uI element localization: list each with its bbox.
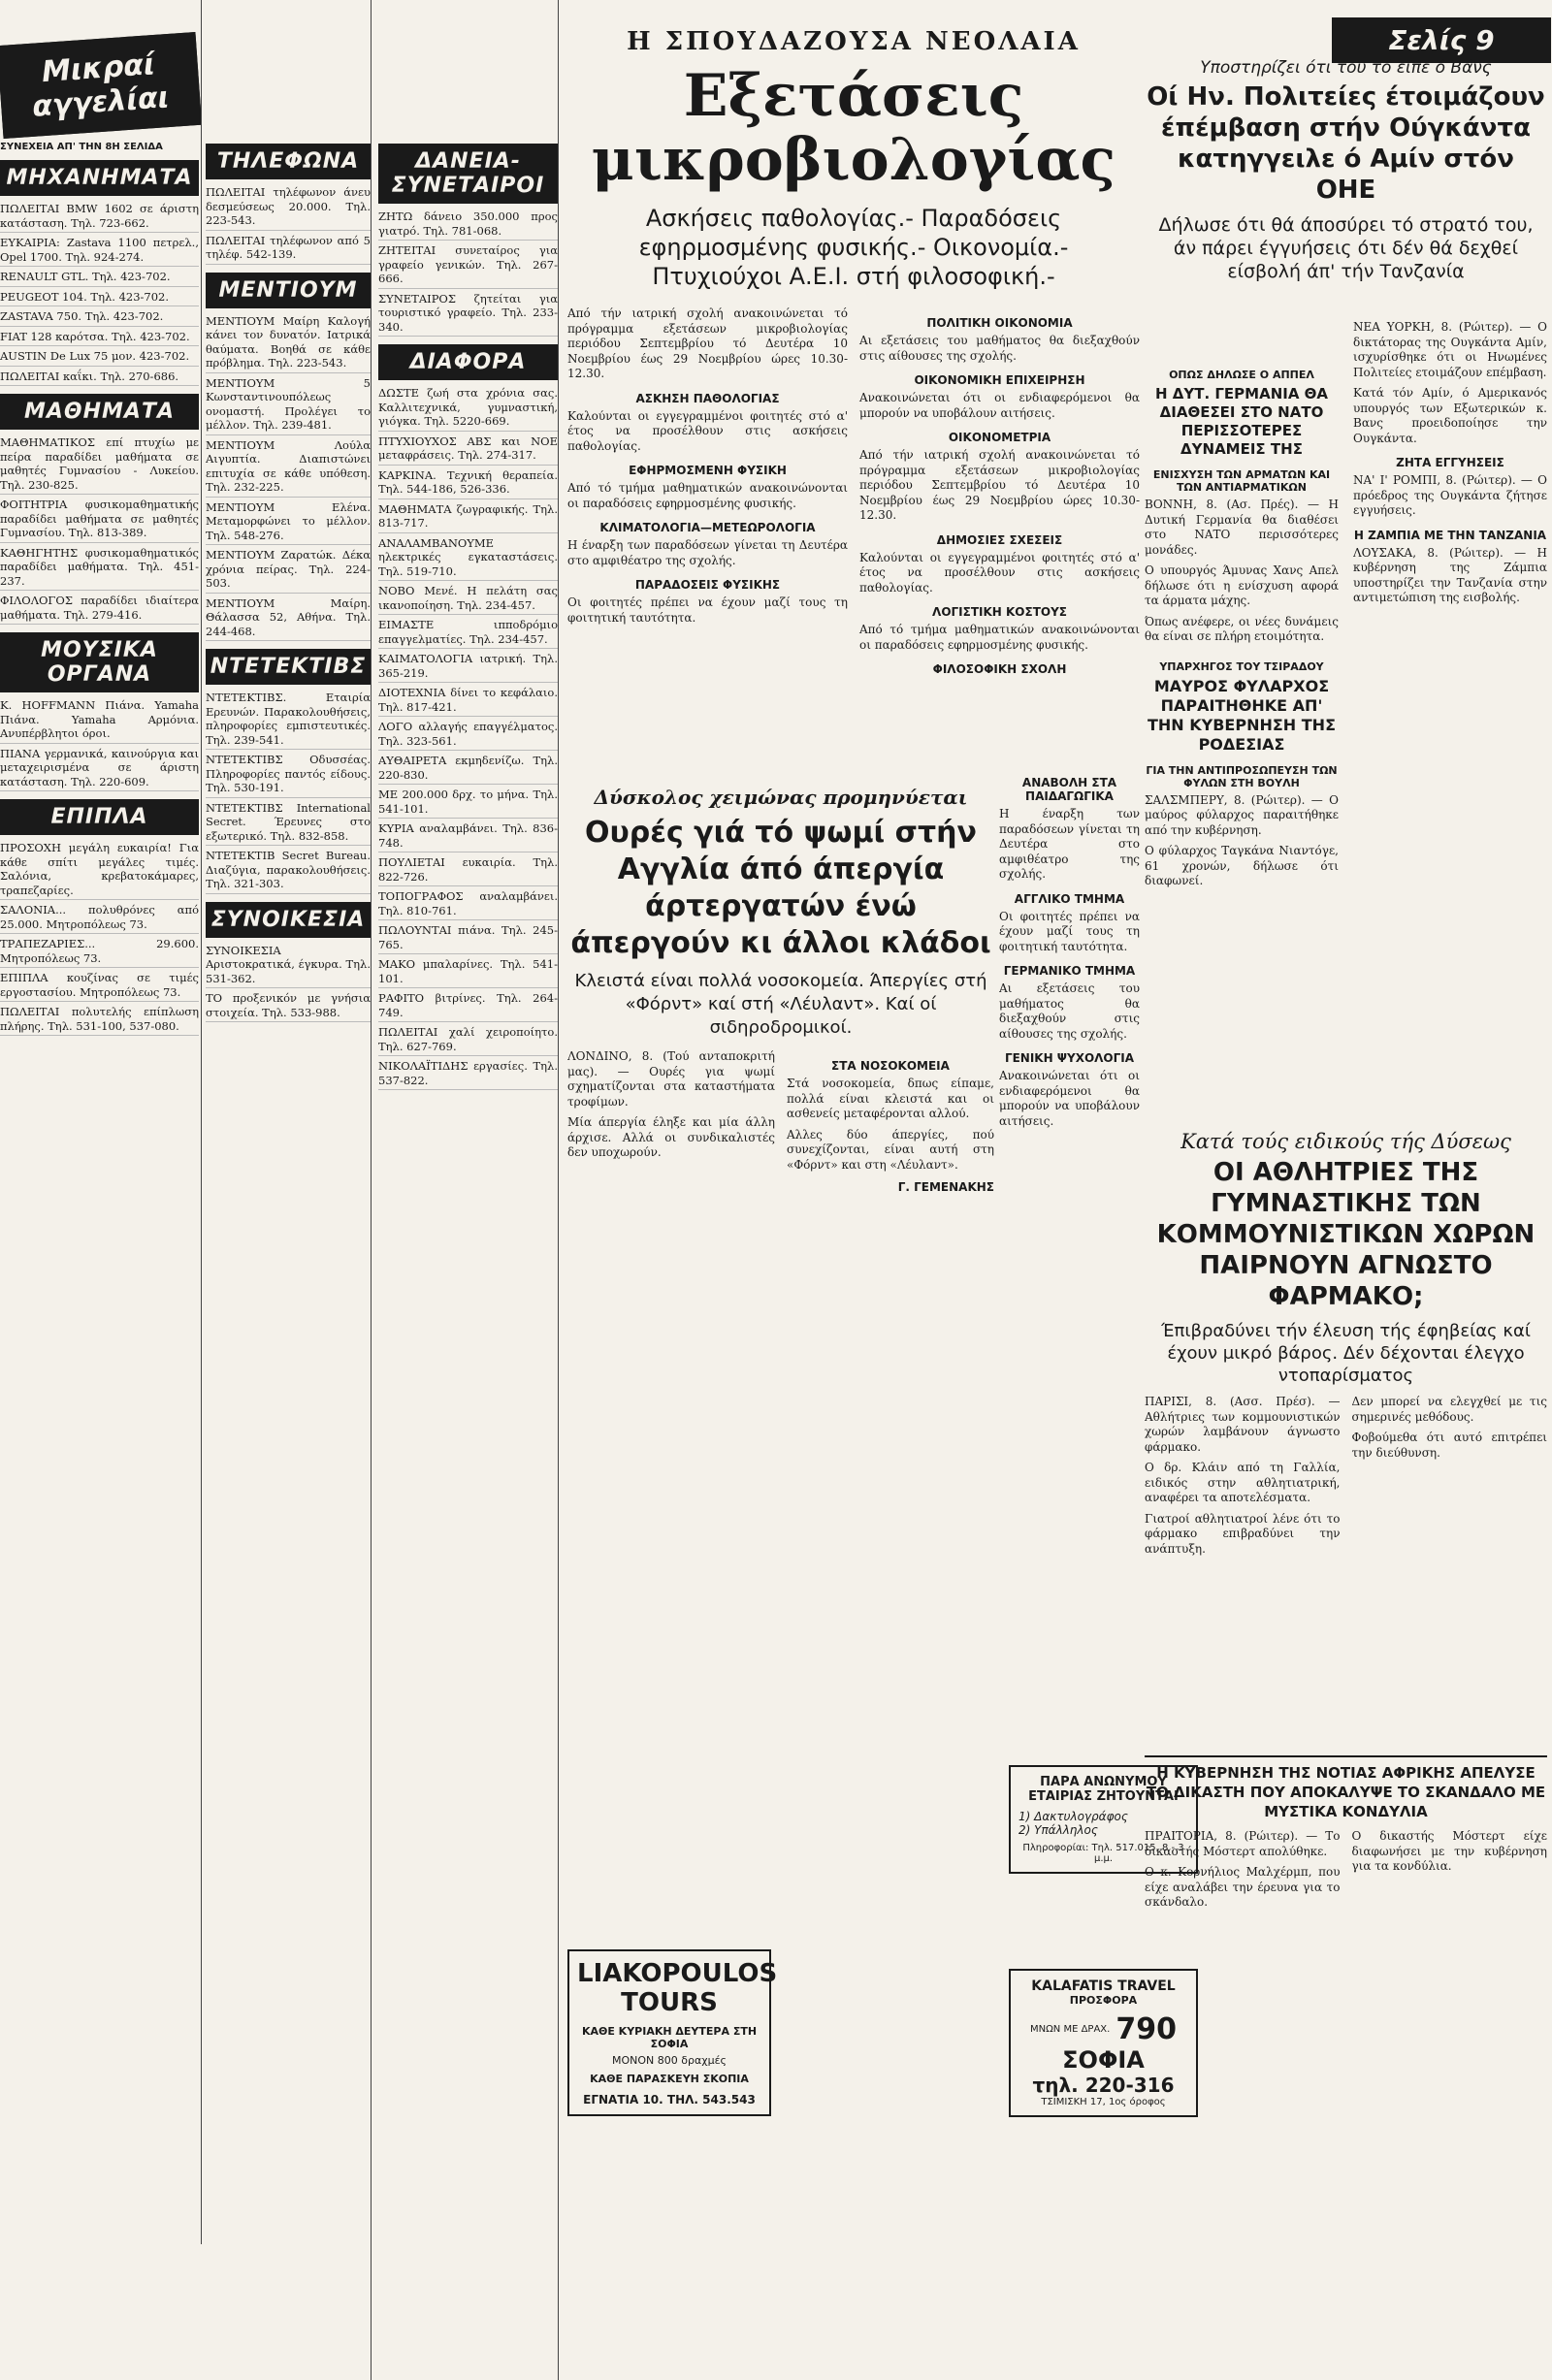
exams-para-2: Καλούνται οι εγγεγραμμένοι φοιτητές στό α' έτος να προσέλθουν στις ασκήσεις παθολογίας.	[567, 408, 848, 453]
liakopoulos-line3: ΚΑΘΕ ΠΑΡΑΣΚΕΥΗ ΣΚΟΠΙΑ	[590, 2073, 749, 2085]
un-subhead-2: Η ΖΑΜΠΙΑ ΜΕ ΤΗΝ ΤΑΝΖΑΝΙΑ	[1353, 528, 1547, 542]
classified-ad: AUSTIN De Lux 75 μον. 423-702.	[0, 349, 199, 367]
exams-para-7: Ανακοινώνεται ότι οι ενδιαφερόμενοι θα μπορούν να υποβάλουν αιτήσεις.	[859, 391, 1140, 420]
strike-col-b	[787, 1049, 994, 1194]
classified-ad: RENAULT GTL. Τηλ. 423-702.	[0, 270, 199, 287]
exams-right-para-1: Η έναρξη των παραδόσεων γίνεται τη Δευτέρα στο αμφιθέατρο της σχολής.	[999, 807, 1140, 881]
classified-ad: ΚΑΙΜΑΤΟΛΟΓΙΑ ιατρική. Τηλ. 365-219.	[378, 652, 558, 683]
classified-ad: ΝΤΕΤΕΚΤΙΒΣ Οδυσσέας. Πληροφορίες παντός είδους. Τηλ. 530-191.	[206, 753, 371, 798]
exams-subhead-1: ΑΣΚΗΣΗ ΠΑΘΟΛΟΓΙΑΣ	[635, 391, 780, 405]
classified-ad: ΝΤΕΤΕΚΤΙΒ Secret Bureau. Διαζύγια, παρακολουθήσεις. Τηλ. 321-303.	[206, 849, 371, 894]
exams-right-para-4: Ανακοινώνεται ότι οι ενδιαφερόμενοι θα μπορούν να υποβάλουν αιτήσεις.	[999, 1069, 1140, 1128]
un-subhead: ΖΗΤΑ ΕΓΓΥΗΣΕΙΣ	[1396, 456, 1504, 469]
strike-subhead: ΣΤΑ ΝΟΣΟΚΟΜΕΙΑ	[831, 1059, 950, 1073]
classified-ad: ΜΑΘΗΜΑΤΑ ζωγραφικής. Τηλ. 813-717.	[378, 502, 558, 533]
classified-ad: ΕΠΙΠΛΑ κουζίνας σε τιμές εργοστασίου. Μητροπόλεως 73.	[0, 971, 199, 1002]
exams-right-para-3: Αι εξετάσεις του μαθήματος θα διεξαχθούν στις αίθουσες της σχολής.	[999, 981, 1140, 1041]
classified-ad: ΠΡΟΣΟΧΗ μεγάλη ευκαιρία! Για κάθε σπίτι μεγάλες τιμές. Σαλόνια, κρεβατοκάμαρες, τραπεζαρίες.	[0, 841, 199, 900]
exams-right-subhead-4: ΓΕΝΙΚΗ ΨΥΧΟΛΟΓΙΑ	[1004, 1051, 1135, 1065]
classified-ad: ΣΥΝΕΤΑΙΡΟΣ ζητείται για τουριστικό γραφείο. Τηλ. 233-340.	[378, 292, 558, 338]
exams-subhead-3: ΚΛΙΜΑΤΟΛΟΓΙΑ—ΜΕΤΕΩΡΟΛΟΓΙΑ	[599, 521, 816, 534]
classified-ad: ΚΥΡΙΑ αναλαμβάνει. Τηλ. 836-748.	[378, 821, 558, 852]
exams-subhead-5: ΠΟΛΙΤΙΚΗ ΟΙΚΟΝΟΜΙΑ	[926, 316, 1073, 330]
un-para-1: ΝΕΑ ΥΟΡΚΗ, 8. (Ρώιτερ). — Ο δικτάτορας της Ουγκάντα Αμίν, ισχυρίσθηκε ότι οι Ηνωμένες Πολιτείες ετοιμάζουν επέμβαση.	[1353, 320, 1547, 379]
classified-ad: ΑΝΑΛΑΜΒΑΝΟΥΜΕ ηλεκτρικές εγκαταστάσεις. Τηλ. 519-710.	[378, 536, 558, 582]
gym-columns	[1145, 1395, 1547, 1562]
section-heading: ΜΑΘΗΜΑΤΑ	[0, 394, 199, 430]
exams-para-10: Από τό τμήμα μαθηματικών ανακοινώνονται οι παραδόσεις εφηρμοσμένης φυσικής.	[859, 623, 1140, 652]
classified-ad: ΖΗΤΕΙΤΑΙ συνεταίρος για γραφείο γενικών. Τηλ. 267-666.	[378, 243, 558, 289]
classified-ad: ΠΩΛΟΥΝΤΑΙ πιάνα. Τηλ. 245-765.	[378, 923, 558, 954]
classified-ad: ΜΕΝΤΙΟΥΜ 5 Κωνσταντινουπόλεως ονομαστή. Προλέγει το μέλλον. Τηλ. 239-481.	[206, 376, 371, 435]
continued-note: ΣΥΝΕΧΕΙΑ ΑΠ' ΤΗΝ 8Η ΣΕΛΙΔΑ	[0, 142, 163, 152]
liakopoulos-line1: ΚΑΘΕ ΚΥΡΙΑΚΗ ΔΕΥΤΕΡΑ ΣΤΗ ΣΟΦΙΑ	[581, 2025, 758, 2050]
classifieds-column-2	[206, 0, 372, 2380]
section-heading: ΔΙΑΦΟΡΑ	[378, 344, 558, 380]
un-headline: Οί Ην. Πολιτείες έτοιμάζουν έπέμβαση στήν Ούγκάντα κατηγγειλε ό Αμίν στόν ΟΗΕ	[1147, 82, 1545, 205]
classified-ad: ΜΕΝΤΙΟΥΜ Λούλα Αιγυπτία. Διαπιστώνει επιτυχία σε κάθε υπόθεση. Τηλ. 232-225.	[206, 438, 371, 498]
classified-ad: ZASTAVA 750. Τηλ. 423-702.	[0, 309, 199, 327]
nato-top: ΟΠΩΣ ΔΗΛΩΣΕ Ο ΑΠΠΕΛ	[1169, 369, 1314, 381]
classified-ad: ΤΡΑΠΕΖΑΡΙΕΣ... 29.600. Μητροπόλεως 73.	[0, 937, 199, 968]
kalafatis-dest: ΣΟΦΙΑ	[1062, 2046, 1145, 2074]
strike-columns	[567, 1049, 994, 1194]
classifieds-list-2	[206, 144, 371, 1022]
strike-article	[567, 786, 994, 2240]
exams-headline: Εξετάσεις μικροβιολογίας	[591, 62, 1116, 194]
classified-ad: ΠΩΛΕΙΤΑΙ χαλί χειροποίητο. Τηλ. 627-769.	[378, 1025, 558, 1056]
exams-col-b	[859, 306, 1140, 680]
classifieds-list-1	[0, 160, 199, 1036]
gym-para-1: ΠΑΡΙΣΙ, 8. (Ασσ. Πρέσ). — Αθλήτριες των κομμουνιστικών χωρών λαμβάνουν άγνωστο φάρμακο.	[1145, 1395, 1341, 1454]
classified-ad: ΝΤΕΤΕΚΤΙΒΣ Ιnternational Secret. Έρευνες στο εξωτερικό. Τηλ. 832-858.	[206, 801, 371, 847]
classified-ad: ΝΤΕΤΕΚΤΙΒΣ. Εταιρία Ερευνών. Παρακολουθήσεις, πληροφορίες εμπιστευτικές. Τηλ. 239-541.	[206, 691, 371, 750]
kalafatis-subtitle: ΠΡΟΣΦΟΡΑ	[1069, 1994, 1138, 2007]
anon-phone: Πληροφορίαι: Τηλ. 517.015, 8 - 3 μ.μ.	[1022, 1843, 1184, 1864]
anon-item-2: 2) Υπάλληλος	[1018, 1823, 1098, 1837]
strike-para-4: Αλλες δύο άπεργίες, πού συνεχίζονται, είναι αυτή στη «Φόρντ» και στη «Λέυλαντ».	[787, 1127, 994, 1172]
sa-para-2: Ο κ. Κορνήλιος Μαλχέρμπ, που είχε αναλάβει την έρευνα για το σκάνδαλο.	[1145, 1865, 1341, 1909]
gym-col-a	[1145, 1395, 1341, 1562]
section-heading: ΤΗΛΕΦΩΝΑ	[206, 144, 371, 179]
exams-subhead-2: ΕΦΗΡΜΟΣΜΕΝΗ ΦΥΣΙΚΗ	[629, 464, 787, 477]
strike-headline: Ουρές γιά τό ψωμί στήν Αγγλία άπό άπεργία άρτεργατών ένώ άπεργούν κι άλλοι κλάδοι	[570, 816, 991, 960]
sa-headline: Η ΚΥΒΕΡΝΗΣΗ ΤΗΣ ΝΟΤΙΑΣ ΑΦΡΙΚΗΣ ΑΠΕΛΥΣΕ ΤΟ ΔΙΚΑΣΤΗ ΠΟΥ ΑΠΟΚΑΛΥΨΕ ΤΟ ΣΚΑΝΔΑΛΟ ΜΕ ΜΥΣΤΙΚΑ ΚΟΝΔΥΛΙΑ	[1146, 1764, 1546, 1820]
section-heading: ΜΕΝΤΙΟΥΜ	[206, 273, 371, 308]
classified-ad: ΠΟΥΛΙΕΤΑΙ ευκαιρία. Τηλ. 822-726.	[378, 855, 558, 886]
classified-ad: ΤΟΠΟΓΡΑΦΟΣ αναλαμβάνει. Τηλ. 810-761.	[378, 889, 558, 920]
strike-deck: Κλειστά είναι πολλά νοσοκομεία. Άπεργίες στή «Φόρντ» καί στή «Λέυλαντ». Καί οί σιδηροδρομικοί.	[574, 971, 987, 1038]
kalafatis-price-label: ΜΝΩΝ ΜΕ ΔΡΑΧ.	[1030, 2024, 1111, 2035]
sa-columns	[1145, 1829, 1547, 1916]
exams-right-subhead-1: ΑΝΑΒΟΛΗ ΣΤΑ ΠΑΙΔΑΓΩΓΙΚΑ	[1021, 776, 1117, 803]
classified-ad: ΠΩΛΕΙΤΑΙ τηλέφωνον από 5 τηλέφ. 542-139.	[206, 234, 371, 265]
un-kicker: Υποστηρίζει ότι τού τό είπε ό Βάνς	[1200, 58, 1492, 78]
exams-subhead-10: ΦΙΛΟΣΟΦΙΚΗ ΣΧΟΛΗ	[932, 662, 1067, 676]
classified-ad: ΔΩΣΤΕ ζωή στα χρόνια σας. Καλλιτεχνικά, γυμναστική, γιόγκα. Τηλ. 5220-669.	[378, 386, 558, 432]
classified-ad: ΣΑΛΟΝΙΑ... πολυθρόνες από 25.000. Μητροπόλεως 73.	[0, 903, 199, 934]
un-deck: Δήλωσε ότι θά άποσύρει τό στρατό του, άν πάρει έγγυήσεις ότι δέν θά δεχθεί είσβολή άπ' τήν Τανζανία	[1158, 214, 1534, 282]
nato-headline: Η ΔΥΤ. ΓΕΡΜΑΝΙΑ ΘΑ ΔΙΑΘΕΣΕΙ ΣΤΟ ΝΑΤΟ ΠΕΡΙΣΣΟΤΕΡΕΣ ΔΥΝΑΜΕΙΣ ΤΗΣ	[1154, 385, 1329, 458]
classified-ad: ΜΕ 200.000 δρχ. το μήνα. Τηλ. 541-101.	[378, 788, 558, 819]
nato-article	[1145, 359, 1339, 1135]
gym-para-5: Φοβούμεθα ότι αυτό επιτρέπει την διεύθυνση.	[1351, 1431, 1547, 1460]
exams-deck: Ασκήσεις παθολογίας.- Παραδόσεις εφηρμοσμένης φυσικής.- Οικονομία.- Πτυχιούχοι Α.Ε.Ι. στή φιλοσοφική.-	[638, 205, 1069, 290]
sa-col-b	[1352, 1829, 1548, 1916]
exams-para-1: Από τήν ιατρική σχολή ανακοινώνεται τό πρόγραμμα εξετάσεων μικροβιολογίας περιόδου Σεπτεμβρίου τό Δευτέρα 10 Νοεμβρίου έως 29 Νοεμβρίου ώρες 10.30-12.30.	[567, 306, 848, 380]
classified-ad: ΝΟΒΟ Μενέ. Η πελάτη σας ικανοποίηση. Τηλ. 234-457.	[378, 584, 558, 615]
un-para-2: Κατά τόν Αμίν, ό Αμερικανός υπουργός των Εξωτερικών κ. Βανς προειδοποίησε την Ουγκάντα.	[1353, 386, 1547, 445]
anon-title: ΠΑΡΑ ΑΝΩΝΥΜΟΥ ΕΤΑΙΡΙΑΣ ΖΗΤΟΥΝΤΑΙ	[1028, 1775, 1179, 1804]
section-heading: ΜΗΧΑΝΗΜΑΤΑ	[0, 160, 199, 196]
classified-ad: ΔΙΟΤΕΧΝΙΑ δίνει το κεφάλαιο. Τηλ. 817-421.	[378, 686, 558, 717]
classified-ad: PEUGEOT 104. Τηλ. 423-702.	[0, 290, 199, 307]
exams-subhead-6: ΟΙΚΟΝΟΜΙΚΗ ΕΠΙΧΕΙΡΗΣΗ	[914, 373, 1085, 387]
anon-item-1: 1) Δακτυλογράφος	[1018, 1810, 1128, 1823]
classified-ad: ΕΥΚΑΙΡΙΑ: Zastava 1100 πετρελ., Opel 1700. Τηλ. 924-274.	[0, 236, 199, 267]
classified-ad: ΜΑΚΟ μπαλαρίνες. Τηλ. 541-101.	[378, 957, 558, 988]
classified-ad: ΠΩΛΕΙΤΑΙ πολυτελής επίπλωση πλήρης. Τηλ. 531-100, 537-080.	[0, 1005, 199, 1036]
liakopoulos-line2: ΜΟΝΟΝ 800 δραχμές	[612, 2054, 727, 2067]
exams-columns	[567, 306, 1140, 680]
strike-para-1: ΛΟΝΔΙΝΟ, 8. (Τού ανταποκριτή μας). — Ουρές για ψωμί σχηματίζονται στα καταστήματα τροφίμων.	[567, 1049, 775, 1109]
classified-ad: FIAT 128 καρότσα. Τηλ. 423-702.	[0, 330, 199, 347]
classified-ad: ΠΙΑΝΑ γερμανικά, καινούργια και μεταχειρισμένα σε άριστη κατάσταση. Τηλ. 220-609.	[0, 747, 199, 792]
strike-para-2: Μία άπεργία έληξε και μία άλλη άρχισε. Αλλά οι συνδικαλιστές δεν υποχωρούν.	[567, 1115, 775, 1159]
gym-kicker: Κατά τούς ειδικούς τής Δύσεως	[1180, 1130, 1511, 1153]
classified-ad: ΕΙΜΑΣΤΕ ιπποδρόμιο επαγγελματίες. Τηλ. 234-457.	[378, 618, 558, 649]
exams-para-4: Η έναρξη των παραδόσεων γίνεται τη Δευτέρα στο αμφιθέατρο της σχολής.	[567, 538, 848, 567]
liakopoulos-name: LIAKOPOULOS TOURS	[577, 1959, 778, 2017]
classifieds-column-3	[378, 0, 559, 2380]
nato-sub: ΕΝΙΣΧΥΣΗ ΤΩΝ ΑΡΜΑΤΩΝ ΚΑΙ ΤΩΝ ΑΝΤΙΑΡΜΑΤΙΚΩΝ	[1152, 468, 1331, 494]
gym-para-4: Δεν μπορεί να ελεγχθεί με τις σημερινές μεθόδους.	[1351, 1395, 1547, 1424]
page-label: Σελίς 9	[1332, 17, 1551, 63]
un-para-4: ΛΟΥΣΑΚΑ, 8. (Ρώιτερ). — Η κυβέρνηση της Ζάμπια υποστηρίζει την Τανζανία στην αντιμετώπιση της εισβολής.	[1353, 545, 1547, 604]
classifieds-list-3	[378, 144, 558, 1090]
classified-ad: ΜΕΝΤΙΟΥΜ Ελένα. Μεταμορφώνει το μέλλον. Τηλ. 548-276.	[206, 500, 371, 546]
tsirad-para-1: ΣΑΛΣΜΠΕΡΥ, 8. (Ρώιτερ). — Ο μαύρος φύλαρχος παραιτήθηκε από την κυβέρνηση.	[1145, 792, 1339, 837]
sa-col-a	[1145, 1829, 1341, 1916]
tsirad-para-2: Ο φύλαρχος Ταγκάνα Νιαντόγε, 61 χρονών, δήλωσε ότι διαφωνεί.	[1145, 844, 1339, 887]
sa-article	[1145, 1755, 1547, 2248]
kalafatis-price: 790	[1116, 2012, 1177, 2046]
exams-subhead-4: ΠΑΡΑΔΟΣΕΙΣ ΦΥΣΙΚΗΣ	[634, 578, 781, 592]
gym-col-b	[1352, 1395, 1548, 1562]
sa-para-3: Ο δικαστής Μόστερτ είχε διαφωνήσει με την κυβέρνηση για τα κονδύλια.	[1351, 1829, 1547, 1873]
exams-right-para-2: Οι φοιτητές πρέπει να έχουν μαζί τους τη φοιτητική ταυτότητα.	[999, 909, 1140, 953]
classified-ad: ΜΕΝΤΙΟΥΜ Ζαρατώκ. Δέκα χρόνια πείρας. Τηλ. 224-503.	[206, 548, 371, 594]
liakopoulos-address: ΕΓΝΑΤΙΑ 10. ΤΗΛ. 543.543	[583, 2093, 756, 2107]
classified-ad: ΠΩΛΕΙΤΑΙ καΐκι. Τηλ. 270-686.	[0, 370, 199, 387]
classified-ad: ΛΟΓΟ αλλαγής επαγγέλματος. Τηλ. 323-561.	[378, 720, 558, 751]
exams-para-9: Καλούνται οι εγγεγραμμένοι φοιτητές στό α' έτος να προσέλθουν στις ασκήσεις παθολογίας.	[859, 550, 1140, 595]
strike-kicker: Δύσκολος χειμώνας προμηνύεται	[594, 786, 968, 809]
exams-right-subhead-2: ΑΓΓΛΙΚΟ ΤΜΗΜΑ	[1014, 891, 1125, 906]
classified-ad: ΣΥΝΟΙΚΕΣΙΑ Αριστοκρατικά, έγκυρα. Τηλ. 531-362.	[206, 944, 371, 989]
gym-headline: ΟΙ ΑΘΛΗΤΡΙΕΣ ΤΗΣ ΓΥΜΝΑΣΤΙΚΗΣ ΤΩΝ ΚΟΜΜΟΥΝΙΣΤΙΚΩΝ ΧΩΡΩΝ ΠΑΙΡΝΟΥΝ ΑΓΝΩΣΤΟ ΦΑΡΜΑΚΟ;	[1156, 1158, 1536, 1311]
exams-subhead-8: ΔΗΜΟΣΙΕΣ ΣΧΕΣΕΙΣ	[936, 532, 1063, 547]
section-heading: ΔΑΝΕΙΑ-ΣΥΝΕΤΑΙΡΟΙ	[378, 144, 558, 204]
classified-ad: ΠΤΥΧΙΟΥΧΟΣ ΑΒΣ και ΝΟΕ μεταφράσεις. Τηλ. 274-317.	[378, 434, 558, 466]
section-heading: ΜΟΥΣΙΚΑ ΟΡΓΑΝΑ	[0, 632, 199, 692]
exams-subhead-9: ΛΟΓΙΣΤΙΚΗ ΚΟΣΤΟΥΣ	[932, 605, 1067, 619]
section-heading: ΕΠΙΠΛΑ	[0, 799, 199, 835]
gym-article	[1145, 1130, 1547, 1683]
classified-ad: ΖΗΤΩ δάνειο 350.000 προς γιατρό. Τηλ. 781-068.	[378, 209, 558, 241]
classifieds-banner: Μικραί αγγελίαι	[0, 32, 202, 139]
exams-para-8: Από τήν ιατρική σχολή ανακοινώνεται τό πρόγραμμα εξετάσεων μικροβιολογίας περιόδου Σεπτεμβρίου τό Δευτέρα 10 Νοεμβρίου έως 29 Νοεμβρίου ώρες 10.30-12.30.	[859, 448, 1140, 522]
un-para-3: ΝΑ' Ι' ΡΟΜΠΙ, 8. (Ρώιτερ). — Ο πρόεδρος της Ουγκάντα ζήτησε εγγυήσεις.	[1353, 473, 1547, 517]
classified-ad: ΤΟ προξενικόν με γνήσια στοιχεία. Τηλ. 533-988.	[206, 991, 371, 1022]
classified-ad: ΠΩΛΕΙΤΑΙ τηλέφωνον άνευ δεσμεύσεως 20.000. Τηλ. 223-543.	[206, 185, 371, 231]
exams-right-subhead-3: ΓΕΡΜΑΝΙΚΟ ΤΜΗΜΑ	[1003, 964, 1136, 978]
classified-ad: ΜΕΝΤΙΟΥΜ Μαίρη Καλογή κάνει τον δυνατόν. Ιατρικά θαύματα. Βοηθά σε κάθε πρόβλημα. Τηλ. 223-543.	[206, 314, 371, 373]
nato-para-1: ΒΟΝΝΗ, 8. (Ασ. Πρές). — Η Δυτική Γερμανία θα διαθέσει στο ΝΑΤΟ περισσότερες μονάδες.	[1145, 498, 1339, 557]
classified-ad: ΠΩΛΕΙΤΑΙ BMW 1602 σε άριστη κατάσταση. Τηλ. 723-662.	[0, 202, 199, 233]
strike-col-a	[567, 1049, 775, 1194]
classifieds-column-1	[0, 0, 202, 2244]
classified-ad: ΑΥΘΑΙΡΕΤΑ εκμηδενίζω. Τηλ. 220-830.	[378, 754, 558, 785]
gym-para-3: Γιατροί αθλητιατροί λένε ότι το φάρμακο επιβραδύνει την ανάπτυξη.	[1145, 1511, 1341, 1556]
gym-deck: Έπιβραδύνει τήν έλευση τής έφηβείας καί έχουν μικρό βάρος. Δέν δέχονται έλεγχο ντοπαρίσματος	[1161, 1321, 1531, 1386]
exams-col-a	[567, 306, 848, 680]
classified-ad: ΡΑΦΙΤΟ βιτρίνες. Τηλ. 264-749.	[378, 991, 558, 1022]
exams-para-3: Από τό τμήμα μαθηματικών ανακοινώνονται οι παραδόσεις εφηρμοσμένης φυσικής.	[567, 481, 848, 510]
exams-para-6: Αι εξετάσεις του μαθήματος θα διεξαχθούν στις αίθουσες της σχολής.	[859, 334, 1140, 363]
classified-ad: ΦΙΛΟΛΟΓΟΣ παραδίδει ιδιαίτερα μαθήματα. Τηλ. 279-416.	[0, 594, 199, 625]
un-body	[1353, 320, 1547, 1154]
tsirad-sub: ΓΙΑ ΤΗΝ ΑΝΤΙΠΡΟΣΩΠΕΥΣΗ ΤΩΝ ΦΥΛΩΝ ΣΤΗ ΒΟΥΛΗ	[1146, 763, 1338, 789]
classified-ad: ΚΑΡΚΙΝΑ. Τεχνική θεραπεία. Τηλ. 544-186, 526-336.	[378, 468, 558, 499]
sa-para-1: ΠΡΑΙΤΟΡΙΑ, 8. (Ρώιτερ). — Το δικαστής Μόστερτ απολύθηκε.	[1145, 1829, 1341, 1858]
classified-ad: ΜΕΝΤΙΟΥΜ Μαίρη. Θάλασσα 52, Αθήνα. Τηλ. 244-468.	[206, 596, 371, 642]
exams-kicker: Η ΣΠΟΥΔΑΖΟΥΣΑ ΝΕΟΛΑΙΑ	[627, 27, 1081, 56]
kalafatis-address: ΤΣΙΜΙΣΚΗ 17, 1ος όροφος	[1041, 2097, 1166, 2107]
nato-para-3: Όπως ανέφερε, οι νέες δυνάμεις θα είναι σε πλήρη ετοιμότητα.	[1145, 614, 1339, 643]
tsirad-top: ΥΠΑΡΧΗΓΟΣ ΤΟΥ ΤΣΙΡΑΔΟΥ	[1159, 659, 1324, 673]
classified-ad: Κ. HOFFMANN Πιάνα. Yamaha Πιάνα. Yamaha Αρμόνια. Ανυπέρβλητοι όροι.	[0, 698, 199, 744]
liakopoulos-ad	[567, 1949, 778, 2116]
exams-subhead-7: ΟΙΚΟΝΟΜΕΤΡΙΑ	[948, 431, 1051, 444]
classified-ad: ΚΑΘΗΓΗΤΗΣ φυσικομαθηματικός παραδίδει μαθήματα. Τηλ. 451-237.	[0, 546, 199, 592]
kalafatis-phone: τηλ. 220-316	[1032, 2074, 1175, 2097]
exams-para-5: Οι φοιτητές πρέπει να έχουν μαζί τους τη φοιτητική ταυτότητα.	[567, 595, 848, 625]
nato-para-2: Ο υπουργός Άμυνας Χανς Απελ δήλωσε ότι η ενίσχυση αφορά τα άρματα μάχης.	[1145, 563, 1339, 607]
strike-byline: Γ. ΓΕΜΕΝΑΚΗΣ	[897, 1180, 994, 1194]
kalafatis-title: KALAFATIS TRAVEL	[1031, 1978, 1176, 1994]
gym-para-2: Ο δρ. Κλάιν από τη Γαλλία, ειδικός στην αθλητιατρική, αναφέρει τα αποτελέσματα.	[1145, 1461, 1341, 1504]
section-heading: ΣΥΝΟΙΚΕΣΙΑ	[206, 902, 371, 938]
exams-article	[567, 0, 1140, 776]
tsirad-headline: ΜΑΥΡΟΣ ΦΥΛΑΡΧΟΣ ΠΑΡΑΙΤΗΘΗΚΕ ΑΠ' ΤΗΝ ΚΥΒΕΡΝΗΣΗ ΤΗΣ ΡΟΔΕΣΙΑΣ	[1147, 676, 1336, 754]
classified-ad: ΦΟΙΤΗΤΡΙΑ φυσικομαθηματικής παραδίδει μαθήματα σε μαθητές Γυμνασίου. Τηλ. 813-389.	[0, 498, 199, 543]
strike-para-3: Στά νοσοκομεία, δπως είπαμε, πολλά είναι κλειστά και οι ασθενείς μεταφέρονται αλλού.	[787, 1077, 994, 1120]
section-heading: ΝΤΕΤΕΚΤΙΒΣ	[206, 649, 371, 685]
classified-ad: ΜΑΘΗΜΑΤΙΚΟΣ επί πτυχίω με πείρα παραδίδει μαθήματα σε μαθητές Γυμνασίου - Λυκείου. Τηλ. 230-825.	[0, 435, 199, 495]
classified-ad: ΝΙΚΟΛΑΪΤΙΔΗΣ εργασίες. Τηλ. 537-822.	[378, 1059, 558, 1090]
